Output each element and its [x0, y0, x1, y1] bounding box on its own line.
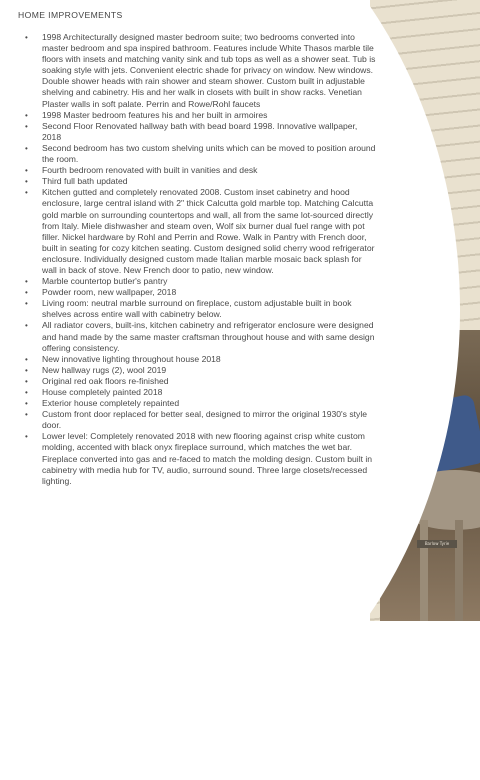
list-item: • Custom front door replaced for better seal, designed to mirror the original 1930's style door.	[18, 409, 378, 431]
improvements-list	[18, 32, 378, 487]
section-heading: HOME IMPROVEMENTS	[18, 10, 123, 20]
list-item: • Fourth bedroom renovated with built in vanities and desk	[18, 165, 378, 176]
list-item: • New innovative lighting throughout house 2018	[18, 354, 378, 365]
brand-tag: Barlow Tyrie	[417, 540, 457, 548]
list-item: • Original red oak floors re-finished	[18, 376, 378, 387]
list-item: • Lower level: Completely renovated 2018 with new flooring against crisp white custom molding, accented with black onyx fireplace surround, which matches the wet bar. Fireplace converted into gas and re-faced to match the molding design. Custom built in cabinetry with media hub for TV, audio, surround sound. Three large closets/recessed lighting.	[18, 431, 378, 486]
improvements-section	[18, 10, 378, 487]
list-item: • Powder room, new wallpaper, 2018	[18, 287, 378, 298]
list-item: • Exterior house completely repainted	[18, 398, 378, 409]
list-item: • Second Floor Renovated hallway bath with bead board 1998. Innovative wallpaper, 2018	[18, 121, 378, 143]
list-item: • 1998 Architecturally designed master bedroom suite; two bedrooms converted into master bedroom and spa inspired bathroom. Features include White Thasos marble tile floors with insets and matching vanity sink and tub tops as well as a shower seat. Tub is soaking style with jets. Convenient electric shade for privacy on window. New windows. Double shower heads with rain shower and steam shower. Custom built in adjustable shelving and cabinetry. His and her walk in closets with built in show racks. Venetian Plaster walls in soft palate. Perrin and Rowe/Rohl faucets	[18, 32, 378, 110]
table-leg	[455, 520, 463, 621]
list-item: • Second bedroom has two custom shelving units which can be moved to position around the room.	[18, 143, 378, 165]
list-item: • Third full bath updated	[18, 176, 378, 187]
list-item: • Living room: neutral marble surround on fireplace, custom adjustable built in book shelves across entire wall with cabinetry below.	[18, 298, 378, 320]
list-item: • Marble countertop butler's pantry	[18, 276, 378, 287]
list-item: • 1998 Master bedroom features his and her built in armoires	[18, 110, 378, 121]
list-item: • New hallway rugs (2), wool 2019	[18, 365, 378, 376]
list-item: • Kitchen gutted and completely renovated 2008. Custom inset cabinetry and hood enclosure, large central island with 2" thick Calcutta gold marble top. Matching Calcutta gold marble on surrounding countertops and wall, all from the same lot-sourced directly from Italy. Miele dishwasher and steam oven, Wolf six burner dual fuel range with pot filler. Nickel hardware by Rohl and Perrin and Rowe. Walk in Pantry with French door, built in seating for cozy kitchen seating. Custom designed solid cherry wood refrigerator enclosure. Individually designed custom made Italian marble mosaic back splash for wall in back of stove. New French door to patio, new window.	[18, 187, 378, 276]
list-item: • All radiator covers, built-ins, kitchen cabinetry and refrigerator enclosure were designed and hand made by the same master craftsman throughout house and with same design offering consistency.	[18, 320, 378, 353]
list-item: • House completely painted 2018	[18, 387, 378, 398]
table-leg	[420, 520, 428, 621]
